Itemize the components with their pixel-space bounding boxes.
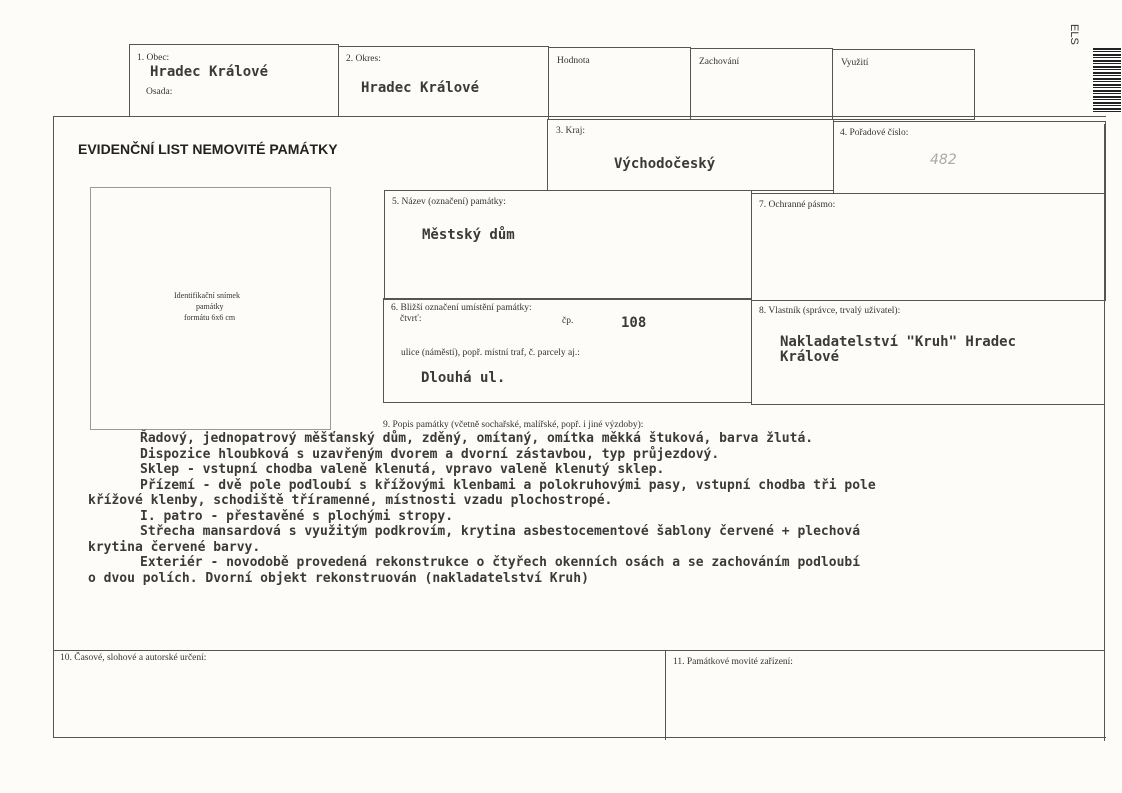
popis-label: 9. Popis památky (včetně sochařské, malířské, popř. i jiné výzdoby): <box>383 420 644 430</box>
ulice-value: Dlouhá ul. <box>421 370 506 386</box>
okres-label: 2. Okres: <box>346 54 381 64</box>
zachovani-label: Zachování <box>699 57 740 67</box>
barcode-icon <box>1093 48 1121 112</box>
vlastnik-label: 8. Vlastník (správce, trvalý uživatel): <box>759 306 901 316</box>
bottom-center-divider <box>665 650 666 740</box>
vlastnik-value-1: Nakladatelství "Kruh" Hradec <box>780 334 1017 350</box>
popis-line: Exteriér - novodobě provedená rekonstrukce o čtyřech okenních osách a se zachováním podloubí <box>140 555 861 570</box>
ulice-label: ulice (náměstí), popř. místní traf, č. parcely aj.: <box>401 348 580 358</box>
photo-caption-1: Identifikační snímek <box>174 291 240 300</box>
popis-line: o dvou polích. Dvorní objekt rekonstruován (nakladatelství Kruh) <box>88 570 589 586</box>
okres-value: Hradec Králové <box>361 80 480 96</box>
nazev-label: 5. Název (označení) památky: <box>392 197 506 207</box>
photo-caption-2: památky <box>196 302 224 311</box>
cp-label: čp. <box>562 316 574 326</box>
popis-line: Střecha mansardová s využitým podkrovím, krytina asbestocementové šablony červené + plechová <box>140 524 861 539</box>
movite-label: 11. Památkové movité zařízení: <box>673 657 793 667</box>
popis-line: krytina červené barvy. <box>88 539 261 555</box>
popis-line: I. patro - přestavěné s plochými stropy. <box>140 508 454 524</box>
bottom-divider <box>53 650 1104 651</box>
poradove-label: 4. Pořadové číslo: <box>840 128 909 138</box>
pasmo-label: 7. Ochranné pásmo: <box>759 200 836 210</box>
kraj-value: Východočeský <box>614 156 716 172</box>
casove-label: 10. Časové, slohové a autorské určení: <box>60 653 207 663</box>
popis-line: Sklep - vstupní chodba valeně klenutá, vpravo valeně klenutý sklep. <box>140 462 665 477</box>
popis-text <box>88 431 1088 586</box>
nazev-value: Městský dům <box>422 227 515 243</box>
page-title: EVIDENČNÍ LIST NEMOVITÉ PAMÁTKY <box>78 141 338 157</box>
side-code: ELS <box>1068 24 1080 45</box>
obec-label: 1. Obec: <box>137 53 170 63</box>
popis-line: Dispozice hloubková s uzavřeným dvorem a dvorní zástavbou, typ průjezdový. <box>140 446 720 462</box>
osada-label: Osada: <box>146 87 173 97</box>
photo-caption-3: formátu 6x6 cm <box>184 313 236 322</box>
kraj-box <box>547 119 834 191</box>
ctvrt-label: čtvrť: <box>400 314 422 324</box>
popis-line: Přízemí - dvě pole podloubí s křížovými klenbami a polokruhovými pasy, vstupní chodba tři pole <box>140 477 876 493</box>
cp-value: 108 <box>621 315 647 331</box>
popis-line: křížové klenby, schodiště tříramenné, místnosti vzadu plochostropé. <box>88 493 613 508</box>
vyuziti-label: Využití <box>841 58 869 68</box>
hodnota-label: Hodnota <box>557 56 590 66</box>
poradove-value: 482 <box>930 152 957 168</box>
vlastnik-value-2: Králové <box>780 349 840 365</box>
kraj-label: 3. Kraj: <box>556 126 586 136</box>
obec-value: Hradec Králové <box>150 64 269 80</box>
umisteni-label: 6. Bližší označení umístění památky: <box>391 303 532 313</box>
popis-line: Řadový, jednopatrový měšťanský dům, zděný, omítaný, omítka měkká štuková, barva žlutá. <box>140 431 814 446</box>
